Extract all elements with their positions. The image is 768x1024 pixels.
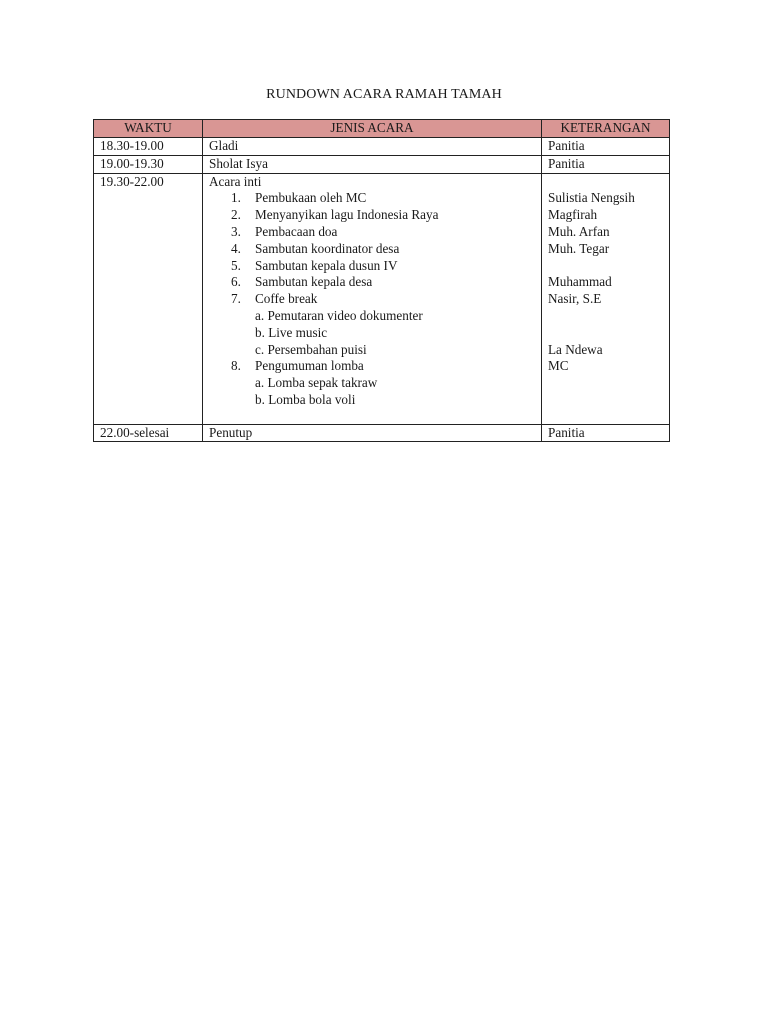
sub-agenda-item: b. Lomba bola voli <box>255 391 356 407</box>
time-cell: 19.30-22.00 <box>94 173 203 424</box>
note-cell: Panitia <box>542 138 670 156</box>
note-line: Magfirah <box>548 207 598 223</box>
agenda-item <box>209 224 535 241</box>
agenda-item <box>209 241 535 258</box>
event-cell-main <box>203 173 542 424</box>
note-line: Muh. Tegar <box>548 240 610 256</box>
agenda-item <box>209 274 535 291</box>
table-row <box>94 155 670 173</box>
agenda-number: 6. <box>231 274 241 290</box>
agenda-number: 2. <box>231 207 241 223</box>
note-line: Muh. Arfan <box>548 223 610 239</box>
agenda-item <box>209 258 535 275</box>
agenda-item <box>209 190 535 207</box>
event-heading: Acara inti <box>209 173 262 189</box>
agenda-label: Pengumuman lomba <box>255 358 364 374</box>
agenda-number: 1. <box>231 190 241 206</box>
agenda-label: Pembukaan oleh MC <box>255 190 367 206</box>
note-spacer <box>548 174 663 191</box>
agenda-number: 8. <box>231 358 241 374</box>
agenda-item <box>209 291 535 308</box>
event-cell: Penutup <box>203 424 542 442</box>
event-cell: Sholat Isya <box>203 155 542 173</box>
header-waktu: WAKTU <box>94 120 203 138</box>
table-row <box>94 138 670 156</box>
table-row <box>94 424 670 442</box>
note-line: MC <box>548 358 569 374</box>
note-cell: Panitia <box>542 155 670 173</box>
note-cell: Panitia <box>542 424 670 442</box>
header-jenis-acara: JENIS ACARA <box>203 120 542 138</box>
agenda-label: Pembacaan doa <box>255 223 338 239</box>
agenda-label: Sambutan kepala desa <box>255 274 373 290</box>
sub-agenda-item: b. Live music <box>255 324 328 340</box>
rundown-table <box>93 119 670 442</box>
agenda-label: Sambutan kepala dusun IV <box>255 257 398 273</box>
agenda-list <box>209 190 535 308</box>
header-keterangan: KETERANGAN <box>542 120 670 138</box>
sub-agenda-item: a. Lomba sepak takraw <box>255 375 378 391</box>
agenda-number: 5. <box>231 257 241 273</box>
agenda-number: 7. <box>231 291 241 307</box>
agenda-label: Sambutan koordinator desa <box>255 240 400 256</box>
note-cell-main <box>542 173 670 424</box>
agenda-number: 4. <box>231 240 241 256</box>
time-cell: 22.00-selesai <box>94 424 203 442</box>
coffee-break-sublist <box>209 308 535 358</box>
table-row-main-event <box>94 173 670 424</box>
time-cell: 19.00-19.30 <box>94 155 203 173</box>
sub-agenda-item: c. Persembahan puisi <box>255 341 367 357</box>
agenda-list-continued <box>209 358 535 375</box>
agenda-number: 3. <box>231 223 241 239</box>
sub-agenda-item: a. Pemutaran video dokumenter <box>255 307 423 323</box>
document-title: RUNDOWN ACARA RAMAH TAMAH <box>266 87 502 102</box>
agenda-item <box>209 358 535 375</box>
time-cell: 18.30-19.00 <box>94 138 203 156</box>
competition-sublist <box>209 375 535 409</box>
agenda-item <box>209 207 535 224</box>
note-line: La Ndewa <box>548 341 603 357</box>
note-line <box>548 258 663 275</box>
event-cell: Gladi <box>203 138 542 156</box>
agenda-label: Coffe break <box>255 291 318 307</box>
note-line: Sulistia Nengsih <box>548 190 635 206</box>
agenda-label: Menyanyikan lagu Indonesia Raya <box>255 207 439 223</box>
note-line: Nasir, S.E <box>548 291 602 307</box>
note-line <box>548 325 663 342</box>
note-line: Muhammad <box>548 274 612 290</box>
note-line <box>548 308 663 325</box>
table-header-row <box>94 120 670 138</box>
